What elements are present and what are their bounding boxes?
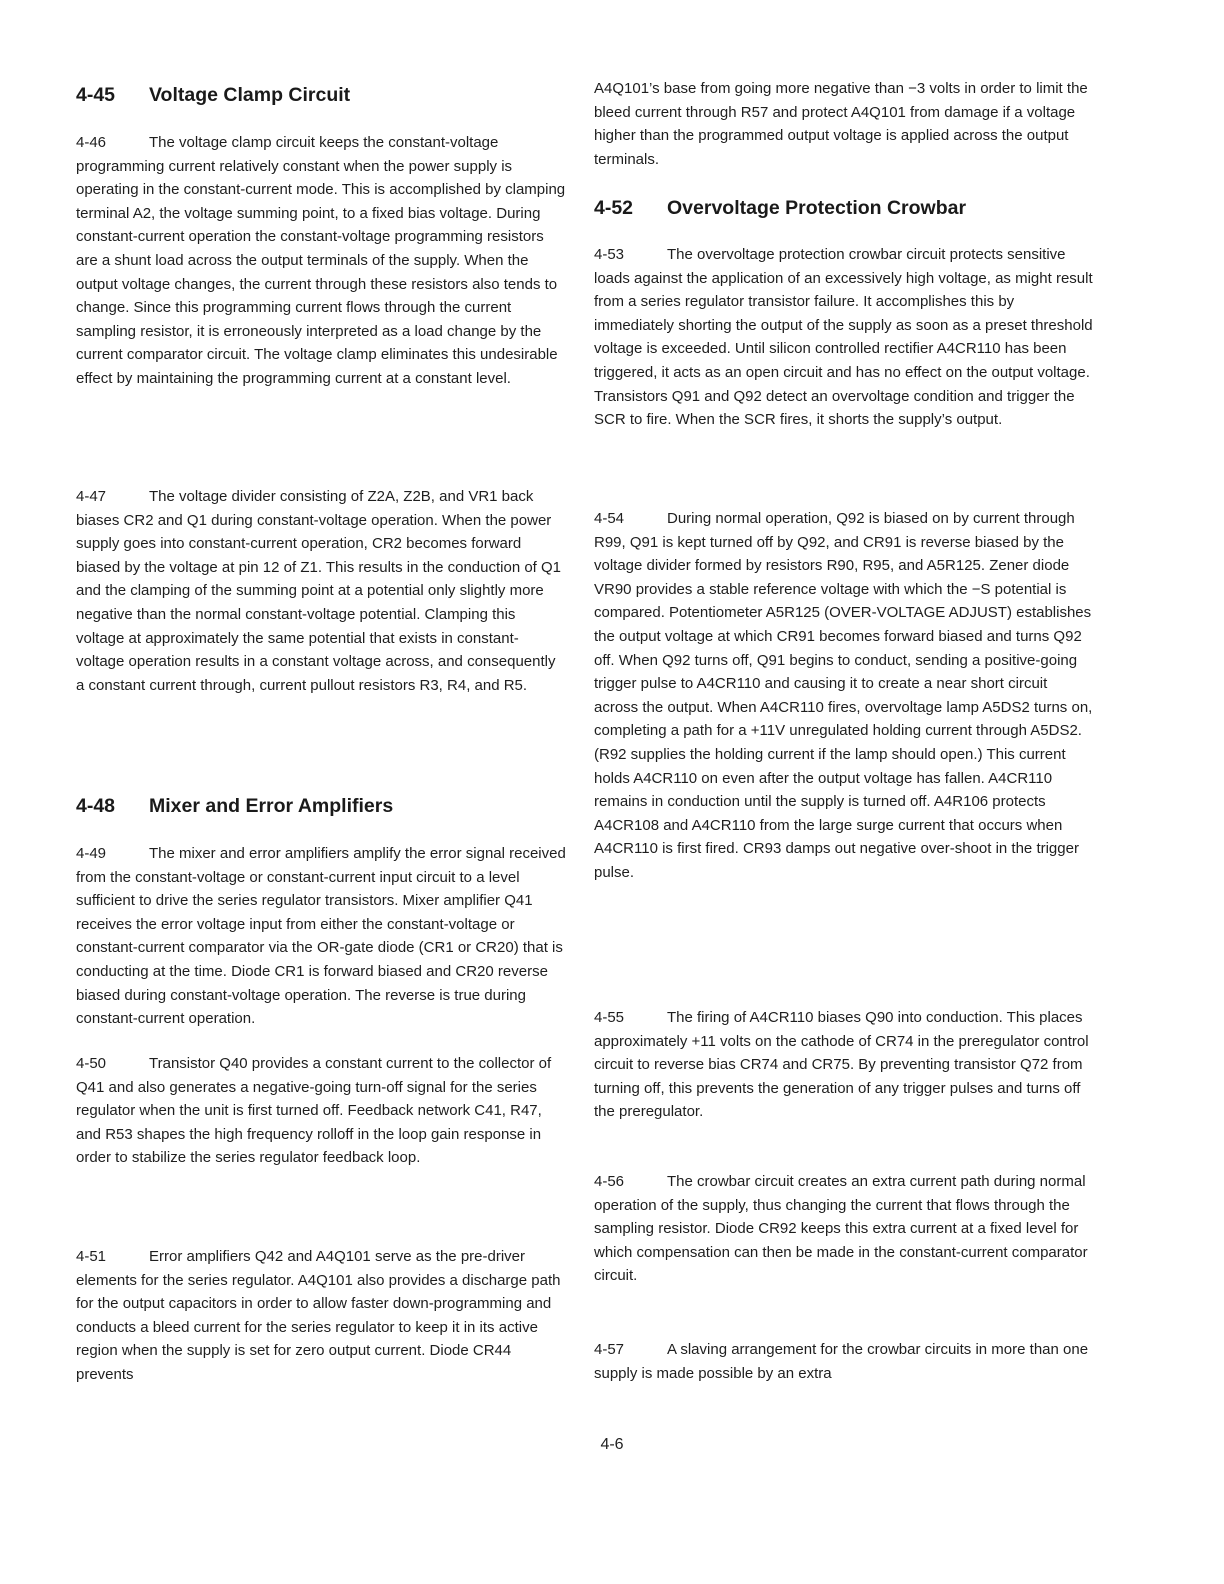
paragraph-4-55 (594, 1006, 1094, 1124)
paragraph-text: Transistor Q40 provides a constant current to the collector of Q41 and also generates a negative-going turn-off signal for the series regulator when the unit is first turned off. Feedback network C41, R47, and R53 shapes the high frequency rolloff in the loop gain response in order to stabilize the series regulator feedback loop. (76, 1055, 552, 1167)
paragraph-4-47 (76, 485, 566, 697)
section-heading-4-52 (594, 197, 966, 220)
section-title: Mixer and Error Amplifiers (149, 795, 394, 817)
paragraph-text: The mixer and error amplifiers amplify the error signal received from the constant-voltage or constant-current input circuit to a level sufficient to drive the series regulator transistors. Mixer amplifier Q41 receives the error voltage input from either the constant-voltage or constant-current comparator via the OR-gate diode (CR1 or CR20) that is conducting at the time. Diode CR1 is forward biased and CR20 reverse biased during constant-voltage operation. The reverse is true during constant-current operation. (76, 845, 566, 1028)
paragraph-4-56 (594, 1170, 1094, 1288)
paragraph-number: 4-55 (594, 1009, 625, 1026)
paragraph-number: 4-54 (594, 510, 625, 527)
paragraph-text: The firing of A4CR110 biases Q90 into conduction. This places approximately +11 volts on the cathode of CR74 in the preregulator control circuit to reverse bias CR74 and CR75. By preventing transistor Q72 from turning off, this prevents the generation of any trigger pulses and turns off the preregulator. (594, 1009, 1089, 1121)
paragraph-text: A4Q101’s base from going more negative than −3 volts in order to limit the bleed current through R57 and protect A4Q101 from damage if a voltage higher than the programmed output voltage is applied across the output terminals. (594, 80, 1088, 168)
paragraph-4-57 (594, 1338, 1094, 1385)
section-number: 4-45 (76, 84, 116, 106)
paragraph-number: 4-50 (76, 1055, 107, 1072)
paragraph-number: 4-47 (76, 488, 107, 505)
page-number: 4-6 (600, 1436, 624, 1453)
paragraph-text: Error amplifiers Q42 and A4Q101 serve as the pre-driver elements for the series regulator. A4Q101 also provides a discharge path for the output capacitors in order to allow faster down-programming and conducts a bleed current for the series regulator to keep it in its active region when the supply is set for zero output current. Diode CR44 prevents (76, 1248, 561, 1383)
paragraph-number: 4-49 (76, 845, 107, 862)
section-heading-4-48 (76, 795, 393, 818)
section-number: 4-52 (594, 197, 634, 219)
paragraph-text: A slaving arrangement for the crowbar circuits in more than one supply is made possible by an extra (594, 1341, 1089, 1382)
paragraph-4-50 (76, 1052, 566, 1170)
paragraph-number: 4-51 (76, 1248, 107, 1265)
section-number: 4-48 (76, 795, 116, 817)
paragraph-4-51-continued (594, 77, 1094, 171)
section-title: Overvoltage Protection Crowbar (667, 197, 967, 219)
paragraph-4-53 (594, 243, 1094, 432)
paragraph-text: The overvoltage protection crowbar circuit protects sensitive loads against the application of an excessively high voltage, as might result from a series regulator transistor failure. It accomplishes this by immediately shorting the output of the supply as soon as a preset threshold voltage is exceeded. Until silicon controlled rectifier A4CR110 has been triggered, it acts as an open circuit and has no effect on the output voltage. Transistors Q91 and Q92 detect an overvoltage condition and trigger the SCR to fire. When the SCR fires, it shorts the supply’s output. (594, 246, 1093, 429)
paragraph-4-51 (76, 1245, 566, 1387)
section-title: Voltage Clamp Circuit (149, 84, 351, 106)
paragraph-text: During normal operation, Q92 is biased on by current through R99, Q91 is kept turned off by Q92, and CR91 is reverse biased by the voltage divider formed by resistors R90, R95, and A5R125. Zener diode VR90 provides a stable reference voltage with which the −S potential is compared. Potentiometer A5R125 (OVER-VOLTAGE ADJUST) establishes the output voltage at which CR91 becomes forward biased and turns Q92 off. When Q92 turns off, Q91 begins to conduct, sending a positive-going trigger pulse to A4CR110 and causing it to create a near short circuit across the output. When A4CR110 fires, overvoltage lamp A5DS2 turns on, completing a path for a +11V unregulated holding current through A5DS2. (R92 supplies the holding current if the lamp should open.) This current holds A4CR110 on even after the output voltage has fallen. A4CR110 remains in conduction until the supply is turned off. A4R106 protects A4CR108 and A4CR110 from the large surge current that occurs when A4CR110 is first fired. CR93 damps out negative over-shoot in the trigger pulse. (594, 510, 1093, 881)
paragraph-text: The voltage divider consisting of Z2A, Z2B, and VR1 back biases CR2 and Q1 during constant-voltage operation. When the power supply goes into constant-current operation, CR2 becomes forward biased by the voltage at pin 12 of Z1. This results in the conduction of Q1 and the clamping of the summing point at a potential only slightly more negative than the normal constant-voltage potential. Clamping this voltage at approximately the same potential that exists in constant-voltage operation results in a constant voltage across, and consequently a constant current through, current pullout resistors R3, R4, and R5. (76, 488, 562, 694)
paragraph-4-54 (594, 507, 1094, 885)
paragraph-number: 4-56 (594, 1173, 625, 1190)
paragraph-4-46 (76, 131, 566, 391)
paragraph-text: The voltage clamp circuit keeps the constant-voltage programming current relatively constant when the power supply is operating in the constant-current mode. This is accomplished by clamping terminal A2, the voltage summing point, to a fixed bias voltage. During constant-current operation the constant-voltage programming resistors are a shunt load across the output terminals of the supply. When the output voltage changes, the current through these resistors also tends to change. Since this programming current flows through the current sampling resistor, it is erroneously interpreted as a load change by the current comparator circuit. The voltage clamp eliminates this undesirable effect by maintaining the programming current at a constant level. (76, 134, 566, 387)
section-heading-4-45 (76, 84, 350, 107)
paragraph-number: 4-46 (76, 134, 107, 151)
paragraph-number: 4-53 (594, 246, 625, 263)
paragraph-4-49 (76, 842, 566, 1031)
paragraph-number: 4-57 (594, 1341, 625, 1358)
paragraph-text: The crowbar circuit creates an extra current path during normal operation of the supply, thus changing the current that flows through the sampling resistor. Diode CR92 keeps this extra current at a fixed level for which compensation can then be made in the constant-current comparator circuit. (594, 1173, 1088, 1285)
